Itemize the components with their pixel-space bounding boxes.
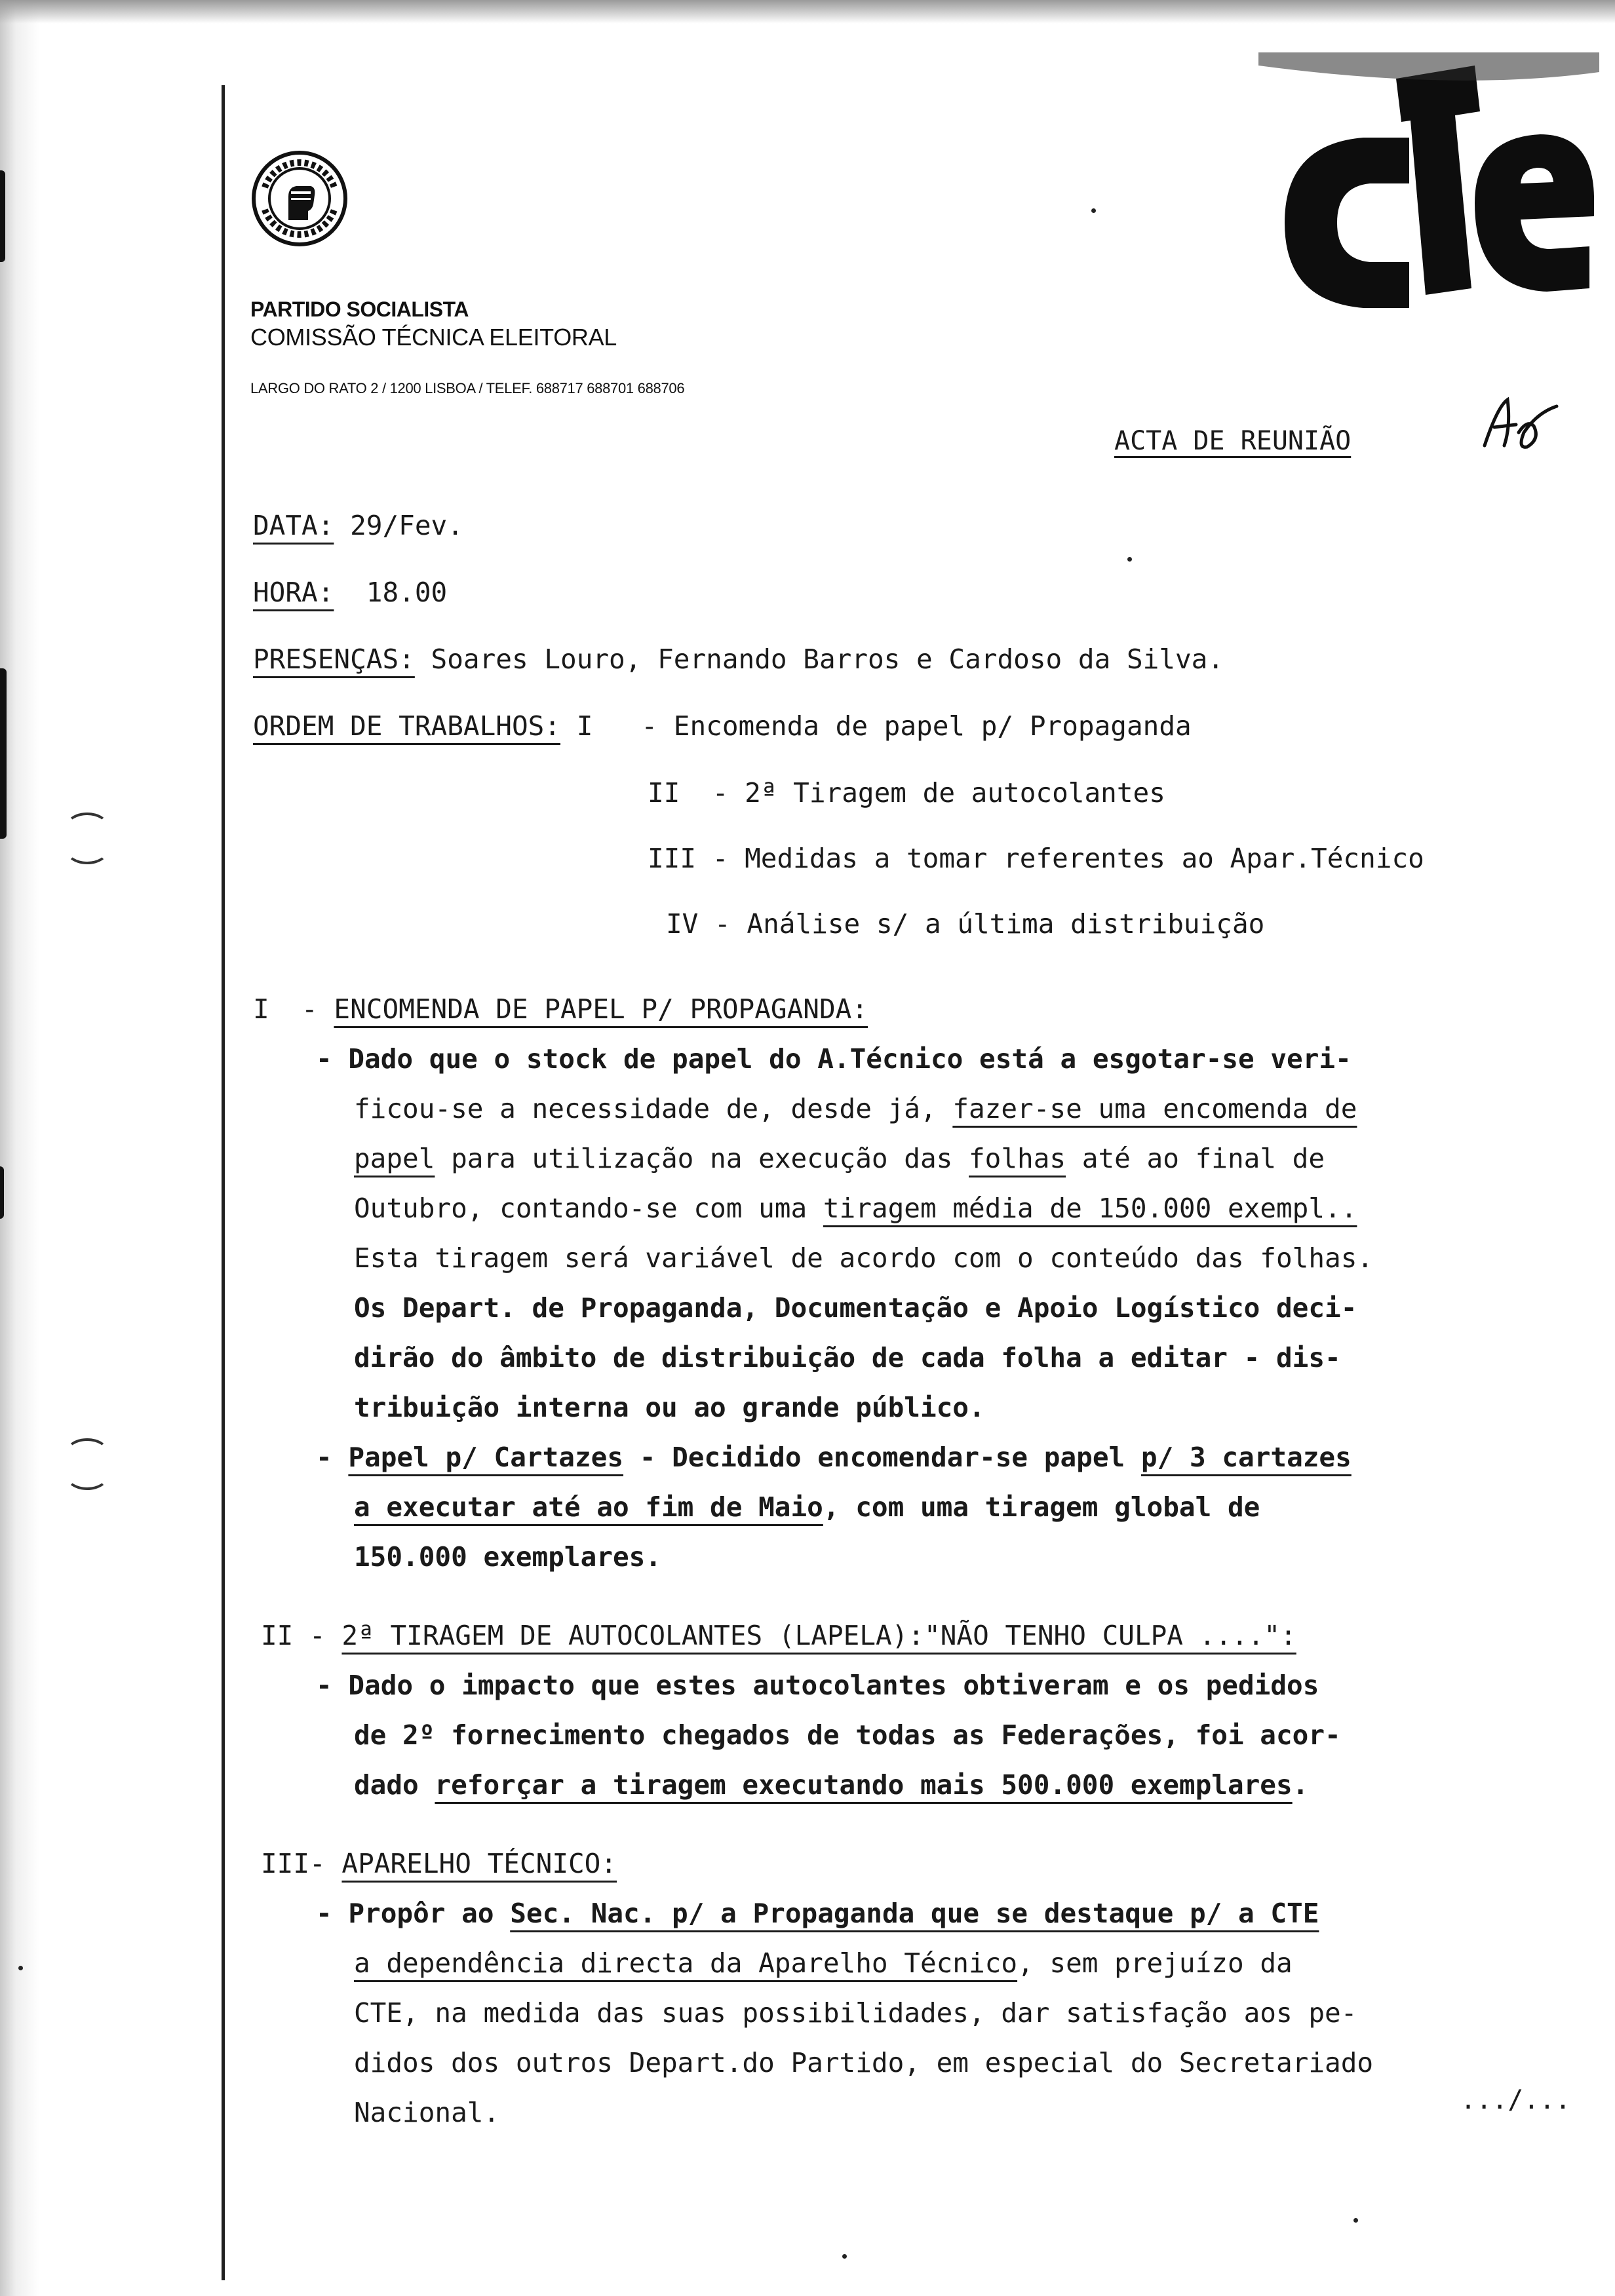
date-value: 29/Fev. <box>350 510 463 541</box>
scan-shadow-top <box>0 0 1615 24</box>
handwritten-initials <box>1478 387 1563 452</box>
agenda-label: ORDEM DE TRABALHOS: <box>253 710 560 742</box>
scan-mark <box>0 668 7 839</box>
paragraph-line: - Dado o impacto que estes autocolantes obtiveram e os pedidos <box>316 1670 1319 1701</box>
paragraph-line: tribuição interna ou ao grande público. <box>354 1392 985 1423</box>
paragraph-line: Os Depart. de Propaganda, Documentação e Apoio Logístico deci- <box>354 1292 1357 1324</box>
paragraph-line: ficou-se a necessidade de, desde já, fazer-se uma encomenda de <box>354 1093 1357 1124</box>
time-value: 18.00 <box>366 577 448 608</box>
fist-emblem-icon <box>250 149 349 248</box>
presence-value: Soares Louro, Fernando Barros e Cardoso da Silva. <box>431 643 1224 675</box>
time-label: HORA: <box>253 577 334 608</box>
section-heading <box>261 1622 1296 1649</box>
scan-speck <box>1353 2218 1358 2223</box>
paragraph-line: dado reforçar a tiragem executando mais 500.000 exemplares. <box>354 1769 1309 1801</box>
section-heading <box>261 1850 617 1877</box>
paragraph-line: 150.000 exemplares. <box>354 1541 661 1573</box>
scan-shadow-left <box>0 0 39 2296</box>
presence-label: PRESENÇAS: <box>253 643 415 675</box>
continuation-mark: .../... <box>1460 2085 1571 2115</box>
punch-hole-mark <box>66 1461 109 1490</box>
paragraph-line: dirão do âmbito de distribuição de cada folha a editar - dis- <box>354 1342 1341 1373</box>
paragraph-line: a dependência directa da Aparelho Técnico, sem prejuízo da <box>354 1947 1293 1979</box>
scan-speck <box>842 2254 847 2259</box>
scan-speck <box>1091 208 1096 213</box>
scan-mark <box>0 170 5 262</box>
paragraph-line: - Propôr ao Sec. Nac. p/ a Propaganda que se destaque p/ a CTE <box>316 1898 1319 1929</box>
scan-speck <box>1127 557 1132 562</box>
scan-mark <box>0 1166 4 1219</box>
commission-name: COMISSÃO TÉCNICA ELEITORAL <box>250 324 617 351</box>
margin-rule <box>222 85 225 2280</box>
paragraph-line: didos dos outros Depart.do Partido, em especial do Secretariado <box>354 2047 1374 2078</box>
scan-speck <box>18 1966 23 1970</box>
party-name: PARTIDO SOCIALISTA <box>250 297 469 321</box>
punch-hole-mark <box>66 835 109 864</box>
agenda-item: II - 2ª Tiragem de autocolantes <box>648 777 1165 809</box>
date-row <box>253 512 463 539</box>
paragraph-line: Nacional. <box>354 2097 500 2128</box>
section-title: 2ª TIRAGEM DE AUTOCOLANTES (LAPELA):"NÃO TENHO CULPA ....": <box>341 1620 1296 1651</box>
date-label: DATA: <box>253 510 334 541</box>
section-number: III- <box>261 1848 342 1879</box>
paragraph-line: Esta tiragem será variável de acordo com o conteúdo das folhas. <box>354 1242 1374 1274</box>
document-title: ACTA DE REUNIÃO <box>1114 426 1352 456</box>
agenda-item: III - Medidas a tomar referentes ao Apar.Técnico <box>648 843 1424 874</box>
paragraph-line: CTE, na medida das suas possibilidades, dar satisfação aos pe- <box>354 1997 1357 2029</box>
section-heading <box>253 993 868 1025</box>
paragraph-line: a executar até ao fim de Maio, com uma tiragem global de <box>354 1491 1260 1523</box>
time-row <box>253 579 447 606</box>
cte-logo <box>1258 52 1599 328</box>
paragraph-line: - Papel p/ Cartazes - Decidido encomendar-se papel p/ 3 cartazes <box>316 1442 1352 1473</box>
paragraph-line: papel para utilização na execução das folhas até ao final de <box>354 1143 1325 1174</box>
letterhead-address: LARGO DO RATO 2 / 1200 LISBOA / TELEF. 688717 688701 688706 <box>250 380 685 396</box>
section-title: APARELHO TÉCNICO: <box>341 1848 617 1879</box>
section-number: II - <box>261 1620 342 1651</box>
agenda-row <box>253 710 1192 742</box>
paragraph-line: Outubro, contando-se com uma tiragem média de 150.000 exempl.. <box>354 1193 1357 1224</box>
section-number: I - <box>253 993 334 1025</box>
paragraph-line: - Dado que o stock de papel do A.Técnico está a esgotar-se veri- <box>316 1043 1352 1075</box>
agenda-item: I - Encomenda de papel p/ Propaganda <box>576 710 1192 742</box>
agenda-item: IV - Análise s/ a última distribuição <box>666 908 1265 940</box>
presence-row <box>253 643 1224 675</box>
section-title: ENCOMENDA DE PAPEL P/ PROPAGANDA: <box>334 993 868 1025</box>
paragraph-line: de 2º fornecimento chegados de todas as Federações, foi acor- <box>354 1719 1341 1751</box>
